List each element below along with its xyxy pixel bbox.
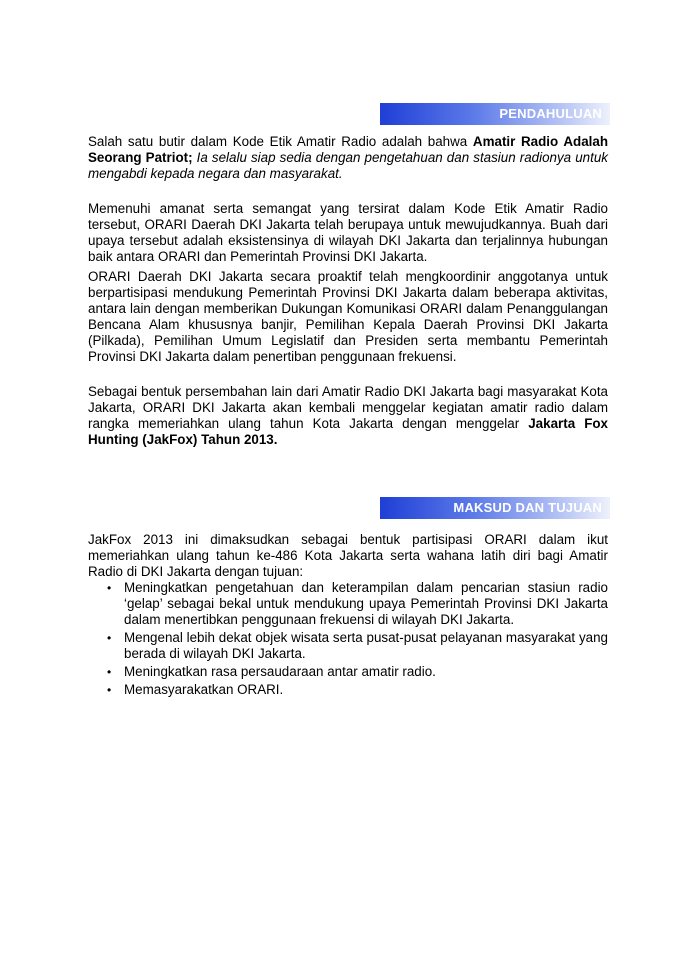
list-item-text: Meningkatkan pengetahuan dan keterampilan dalam pencarian stasiun radio ‘gelap’ sebagai bekal untuk mendukung upaya Pemerintah Provinsi DKI Jakarta dalam menertibkan penggunaan frekuensi di wilayah DKI Jakarta. <box>124 580 608 627</box>
list-item <box>88 630 608 662</box>
list-item <box>88 580 608 628</box>
intro-paragraph-2: Memenuhi amanat serta semangat yang tersirat dalam Kode Etik Amatir Radio tersebut, ORARI Daerah DKI Jakarta telah berupaya untuk mewujudkannya. Buah dari upaya tersebut adalah eksistensinya di wilayah DKI Jakarta dan terjalinnya hubungan baik antara ORARI dan Pemerintah Provinsi DKI Jakarta. <box>88 201 608 264</box>
intro-p1-bold: Amatir Radio Adalah Seorang Patriot; <box>88 134 609 165</box>
intro-p1-text: Salah satu butir dalam Kode Etik Amatir Radio adalah bahwa <box>88 134 473 149</box>
intro-paragraph-3: ORARI Daerah DKI Jakarta secara proaktif telah mengkoordinir anggotanya untuk berpartisipasi mendukung Pemerintah Provinsi DKI Jakarta dalam beberapa aktivitas, antara lain dengan memberikan Dukungan Komunikasi ORARI dalam Penanggulangan Bencana Alam khususnya banjir, Pemilihan Kepala Daerah Provinsi DKI Jakarta (Pilkada), Pemilihan Umum Legislatif dan Presiden serta membantu Pemerintah Provinsi DKI Jakarta dalam penertiban penggunaan frekuensi. <box>88 269 608 364</box>
section-header-pendahuluan: PENDAHULUAN <box>380 103 610 125</box>
list-item <box>88 664 608 680</box>
bullet-icon: • <box>107 683 112 697</box>
list-item <box>88 682 608 698</box>
intro-paragraph-1 <box>88 134 608 182</box>
bullet-icon: • <box>107 631 112 645</box>
purpose-bullet-list <box>88 580 608 700</box>
list-item-text: Meningkatkan rasa persaudaraan antar amatir radio. <box>124 664 436 679</box>
intro-p4-bold: Jakarta Fox Hunting (JakFox) Tahun 2013. <box>88 416 609 447</box>
bullet-icon: • <box>107 581 112 595</box>
section-header-maksud-dan-tujuan: MAKSUD DAN TUJUAN <box>380 497 610 519</box>
list-item-text: Mengenal lebih dekat objek wisata serta pusat-pusat pelayanan masyarakat yang berada di wilayah DKI Jakarta. <box>124 630 608 661</box>
purpose-paragraph: JakFox 2013 ini dimaksudkan sebagai bentuk partisipasi ORARI dalam ikut memeriahkan ulang tahun ke-486 Kota Jakarta serta wahana latih diri bagi Amatir Radio di DKI Jakarta dengan tujuan: <box>88 532 608 579</box>
intro-p4-text: Sebagai bentuk persembahan lain dari Amatir Radio DKI Jakarta bagi masyarakat Kota Jakarta, ORARI DKI Jakarta akan kembali menggelar kegiatan amatir radio dalam rangka memeriahkan ulang tahun Kota Jakarta dengan menggelar <box>88 384 608 431</box>
intro-p1-italic: Ia selalu siap sedia dengan pengetahuan dan stasiun radionya untuk mengabdi kepada negara dan masyarakat. <box>88 150 608 181</box>
list-item-text: Memasyarakatkan ORARI. <box>124 682 284 697</box>
bullet-icon: • <box>107 665 112 679</box>
intro-paragraph-4 <box>88 384 608 448</box>
